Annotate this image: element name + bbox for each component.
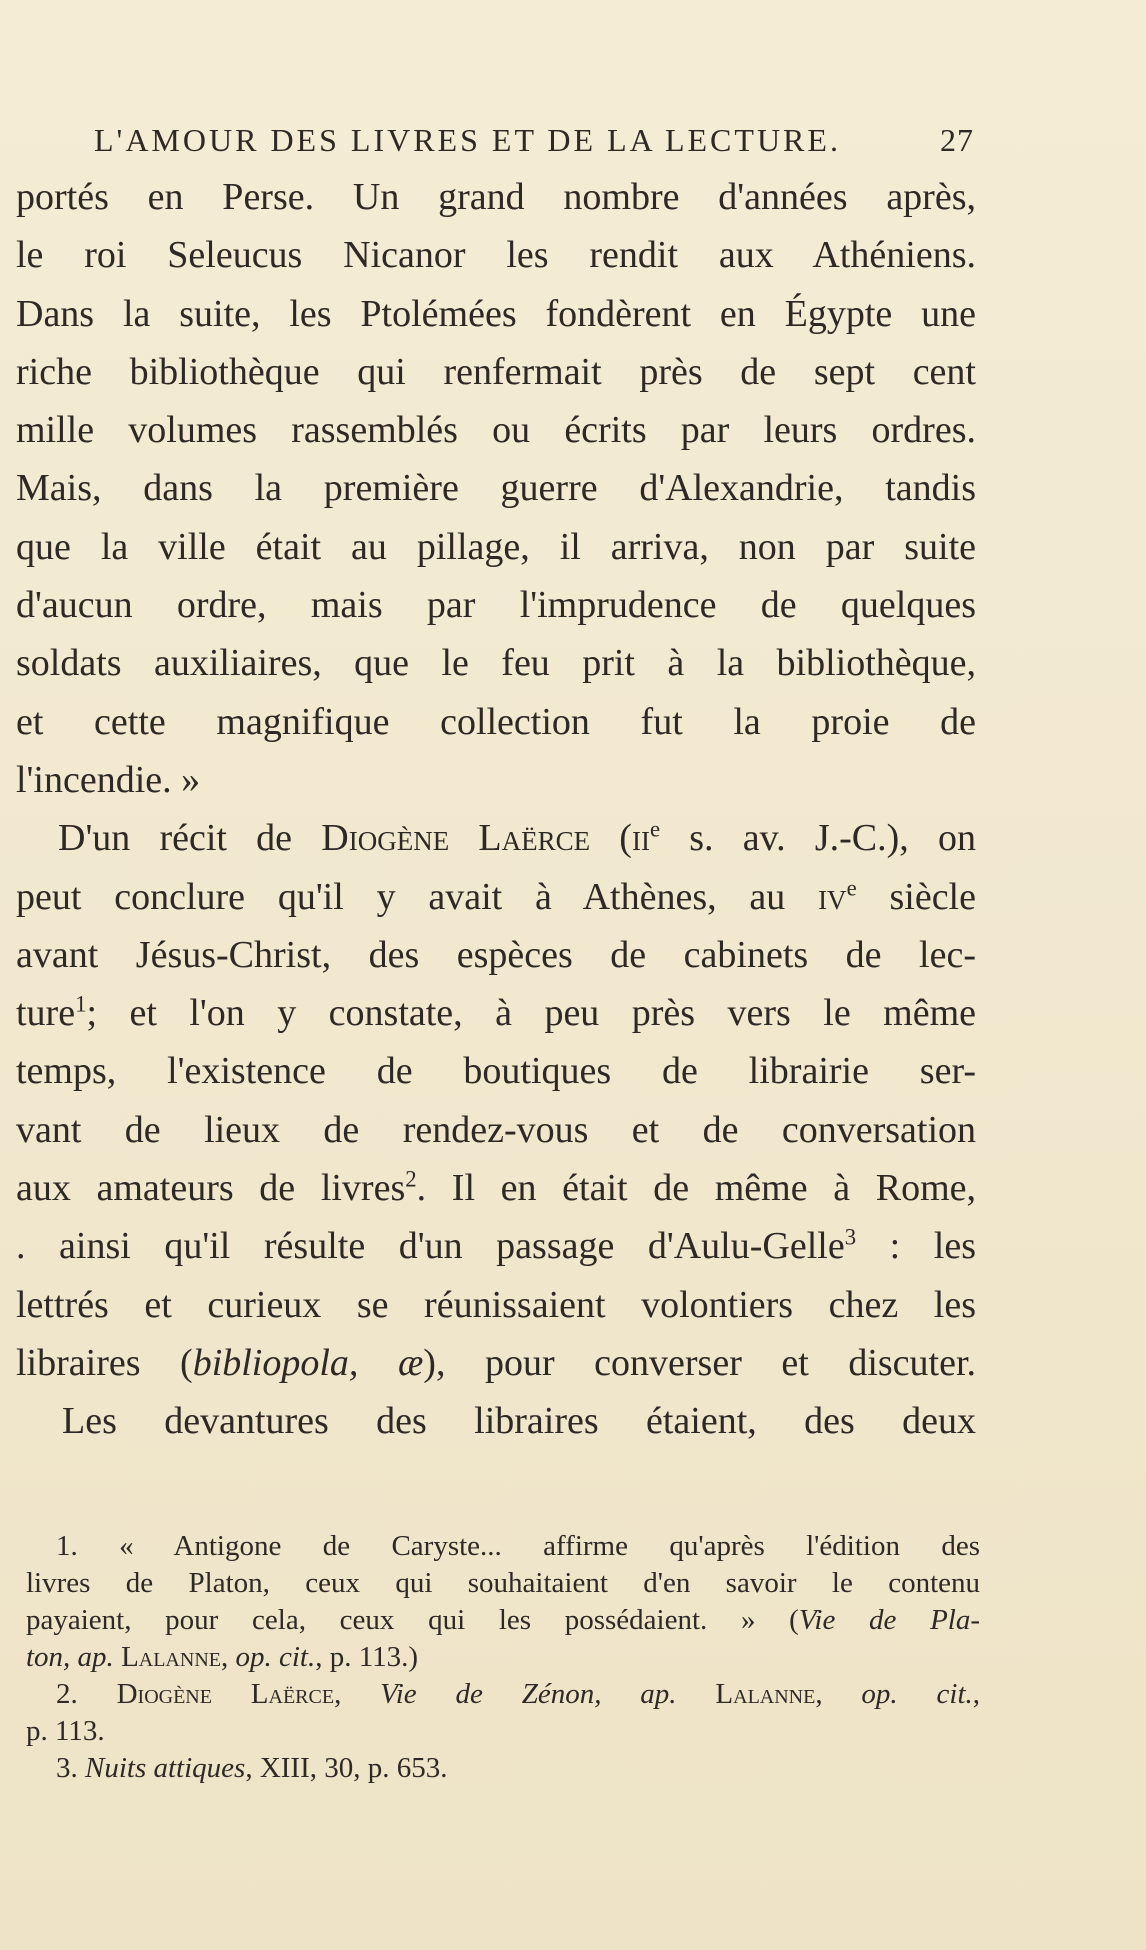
text-run: . ainsi qu'il résulte d'un passage d'Aulu-Gelle <box>16 1225 845 1268</box>
text-run: libraires ( <box>16 1341 193 1384</box>
text-run: ; et l'on y constate, à peu près vers le même <box>86 992 976 1035</box>
text-line: Les devantures des libraires étaient, des deux <box>62 1400 976 1443</box>
text-line: le roi Seleucus Nicanor les rendit aux Athéniens. <box>16 234 976 277</box>
footnotes <box>26 1528 980 1787</box>
superscript: e <box>846 874 857 900</box>
text-run: 3. <box>56 1752 85 1784</box>
text-line: Mais, dans la première guerre d'Alexandrie, tandis <box>16 467 976 510</box>
text-line: Dans la suite, les Ptolémées fondèrent en Égypte une <box>16 292 976 335</box>
text-run <box>677 1678 716 1710</box>
text-run: , <box>334 1678 381 1710</box>
italic-title: Nuits attiques <box>85 1752 246 1784</box>
footnote-line <box>26 1639 980 1676</box>
text-line: d'aucun ordre, mais par l'imprudence de quelques <box>16 584 976 627</box>
text-run: : les <box>856 1225 976 1268</box>
text-run: siècle <box>856 875 976 918</box>
text-line <box>16 1159 976 1217</box>
text-line: temps, l'existence de boutiques de librairie ser- <box>16 1050 976 1093</box>
text-run: s. av. J.-C.), on <box>660 817 976 860</box>
text-run: peut conclure qu'il y avait à Athènes, au <box>16 875 819 918</box>
text-line: l'incendie. » <box>16 758 201 801</box>
text-line: mille volumes rassemblés ou écrits par leurs ordres. <box>16 409 976 452</box>
text-run: , p. 113.) <box>315 1641 419 1673</box>
text-line: lettrés et curieux se réunissaient volontiers chez les <box>16 1283 976 1326</box>
author-name: Diogène Laërce <box>321 817 591 860</box>
footnote-line <box>26 1750 980 1787</box>
text-line <box>16 1334 976 1392</box>
text-line: riche bibliothèque qui renfermait près de sept cent <box>16 350 976 393</box>
century-numeral: iv <box>818 875 847 918</box>
italic-abbrev: op. cit. <box>235 1641 316 1673</box>
text-run: payaient, pour cela, ceux qui les possédaient. » ( <box>26 1604 799 1636</box>
text-line: que la ville était au pillage, il arriva, non par suite <box>16 525 976 568</box>
text-line <box>16 868 976 926</box>
text-line: vant de lieux de rendez-vous et de conversation <box>16 1108 976 1151</box>
text-run: 2. <box>56 1678 117 1710</box>
text-line: portés en Perse. Un grand nombre d'années après, <box>16 176 976 218</box>
text-run: , XIII, 30, p. 653. <box>245 1752 448 1784</box>
superscript: e <box>649 816 661 842</box>
running-title: L'AMOUR DES LIVRES ET DE LA LECTURE. <box>94 122 841 158</box>
text-line: soldats auxiliaires, que le feu prit à la bibliothèque, <box>16 642 976 685</box>
text-line: et cette magnifique collection fut la proie de <box>16 700 976 743</box>
footnote-line: 1. « Antigone de Caryste... affirme qu'après l'édition des <box>56 1530 980 1562</box>
text-run: . Il en était de même à Rome, <box>416 1167 976 1210</box>
text-run: aux amateurs de livres <box>16 1167 406 1210</box>
footnote-line: p. 113. <box>26 1715 105 1747</box>
text-run: , <box>972 1678 980 1710</box>
author-name: Lalanne <box>113 1641 221 1673</box>
text-line <box>16 984 976 1042</box>
footnote-line <box>26 1676 980 1713</box>
footnote-ref: 3 <box>844 1224 857 1250</box>
text-run: , <box>815 1678 862 1710</box>
italic-title: ton, ap. <box>26 1641 114 1673</box>
author-name: Lalanne <box>715 1678 816 1710</box>
text-run: D'un récit de <box>58 817 322 860</box>
page-number: 27 <box>940 122 974 158</box>
century-numeral: ii <box>631 817 650 860</box>
running-head <box>94 118 974 162</box>
author-name: Diogène Laërce <box>116 1678 335 1710</box>
italic-abbrev: op. cit. <box>861 1678 973 1710</box>
footnote-ref: 1 <box>75 991 87 1017</box>
body-text <box>16 168 976 1451</box>
italic-title: Vie de Zénon, ap. <box>380 1678 677 1710</box>
text-line <box>16 1217 976 1275</box>
text-line: avant Jésus-Christ, des espèces de cabinets de lec- <box>16 933 976 976</box>
footnote-line <box>26 1602 980 1639</box>
italic-title: Vie de Pla- <box>798 1604 980 1636</box>
footnote-ref: 2 <box>405 1166 417 1192</box>
text-run: , <box>220 1641 236 1673</box>
text-run: ture <box>16 992 76 1035</box>
text-run: ( <box>590 817 632 860</box>
italic-term: bibliopola, æ <box>192 1341 424 1384</box>
text-run: ), pour converser et discuter. <box>423 1341 976 1384</box>
text-line <box>16 809 976 867</box>
footnote-line: livres de Platon, ceux qui souhaitaient d'en savoir le contenu <box>26 1567 980 1599</box>
